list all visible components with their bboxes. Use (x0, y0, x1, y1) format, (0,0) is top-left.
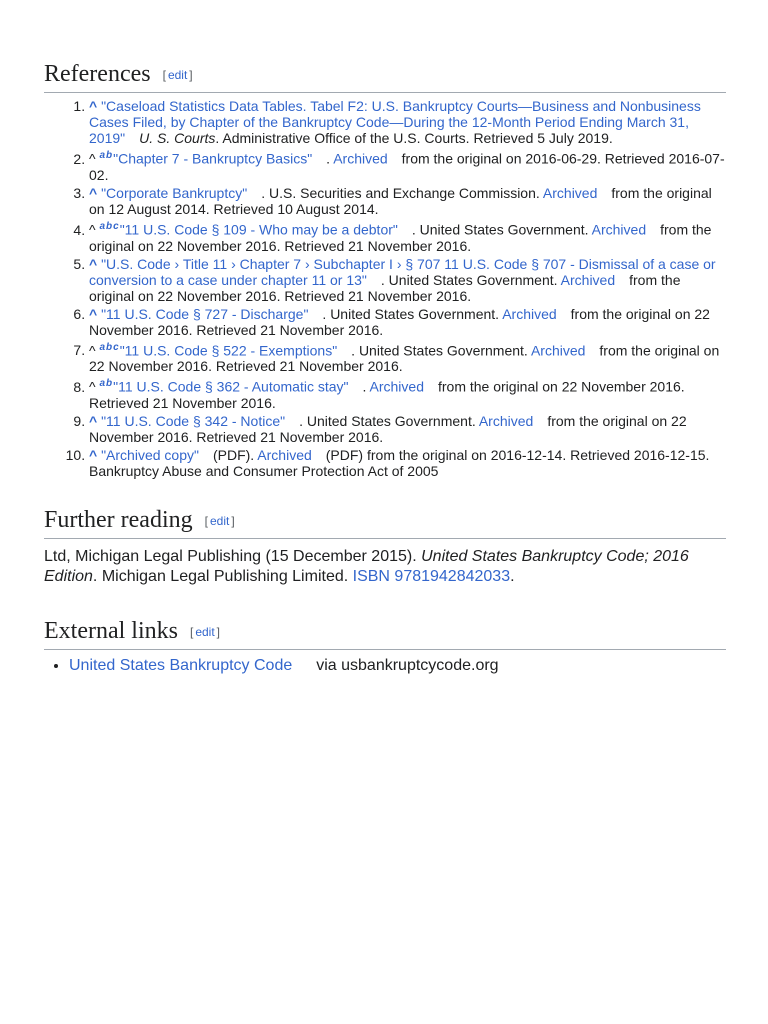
reference-title-link[interactable]: "11 U.S. Code § 727 - Discharge" (101, 305, 309, 322)
edit-link-references[interactable]: edit (167, 68, 188, 83)
reference-item: 1. ^ "Caseload Statistics Data Tables. Tabel F2: U.S. Bankruptcy Courts—Business and Nonbusiness Cases Filed, by Chapter of the Bankruptcy Code—During the 12-Month Period Ending March 31, 2019" U. S. Courts. Administrative Office of the U.S. Courts. Retrieved 5 July 2019. (89, 98, 726, 146)
references-heading: References [ edit ] (44, 60, 726, 93)
reference-item: 7. ^ $^{abc}$"11 U.S. Code § 522 - Exemptions" . United States Government. Archived from the original on 22 November 2016. Retrieved 21 November 2016. (89, 340, 726, 375)
external-links-list (44, 656, 726, 676)
archived-link[interactable]: Archived (542, 185, 598, 202)
further-reading-citation: Ltd, Michigan Legal Publishing (15 December 2015). United States Bankruptcy Code; 2016 Edition. Michigan Legal Publishing Limited. ISBN 9781942842033. (44, 548, 689, 586)
backlink-caret[interactable]: ^ (89, 413, 98, 430)
archived-link[interactable]: Archived (591, 221, 647, 238)
references-section (44, 60, 726, 481)
backlink-letter[interactable]: c (113, 341, 119, 353)
external-links-heading: External links [ edit ] (44, 617, 726, 650)
edit-link-external-links[interactable]: edit (195, 625, 215, 640)
reference-title-link[interactable]: "U.S. Code › Title 11 › Chapter 7 › Subchapter I › § 707 11 U.S. Code § 707 - Dismissal of a case or conversion to a case under chapter 11 or 13" (89, 255, 716, 288)
reference-item: 8. ^ $^{ab}$"11 U.S. Code § 362 - Automatic stay" . Archived from the original on 22 November 2016. Retrieved 21 November 2016. (89, 376, 726, 411)
reference-title-link[interactable]: "11 U.S. Code § 362 - Automatic stay" (113, 379, 349, 396)
backlink-caret[interactable]: ^ (89, 185, 98, 202)
backlink-letter[interactable]: b (106, 150, 113, 162)
archived-link[interactable]: Archived (257, 447, 312, 464)
list-item: • United States Bankruptcy Code via usbankruptcycode.org (69, 656, 726, 676)
edit-link-further-reading[interactable]: edit (209, 514, 230, 529)
backlink-letter[interactable]: a (99, 150, 106, 162)
reference-item: 4. ^ $^{abc}$"11 U.S. Code § 109 - Who may be a debtor" . United States Government. Archived from the original on 22 November 2016. Retrieved 21 November 2016. (89, 219, 726, 254)
reference-item: 6. ^ "11 U.S. Code § 727 - Discharge" . United States Government. Archived from the original on 22 November 2016. Retrieved 21 November 2016. (89, 306, 726, 338)
reference-title-link[interactable]: "11 U.S. Code § 342 - Notice" (101, 413, 286, 430)
reference-item: 2. ^ $^{ab}$"Chapter 7 - Bankruptcy Basics" . Archived from the original on 2016-06-29. Retrieved 2016-07-02. (89, 148, 726, 183)
reference-item: 5. ^ "U.S. Code › Title 11 › Chapter 7 › Subchapter I › § 707 11 U.S. Code § 707 - Dismissal of a case or conversion to a case under chapter 11 or 13" . United States Government. Archived from the original on 22 November 2016. Retrieved 21 November 2016. (89, 256, 726, 304)
edit-section: [ edit ] (189, 625, 221, 640)
backlink-letter[interactable]: c (113, 221, 119, 233)
backlink-caret[interactable]: ^ (89, 98, 98, 115)
backlink-caret[interactable]: ^ (89, 255, 98, 272)
archived-link[interactable]: Archived (530, 342, 586, 359)
archived-link[interactable]: Archived (369, 379, 424, 396)
backlink-letter[interactable]: a (99, 378, 106, 390)
reference-title-link[interactable]: "Corporate Bankruptcy" (101, 185, 248, 202)
backlink-letter[interactable]: a (99, 341, 106, 353)
reference-title-link[interactable]: "Chapter 7 - Bankruptcy Basics" (113, 151, 313, 168)
backlink-letter[interactable]: b (106, 341, 113, 353)
reference-item: 9. ^ "11 U.S. Code § 342 - Notice" . United States Government. Archived from the original on 22 November 2016. Retrieved 21 November 2016. (89, 413, 726, 445)
archived-link[interactable]: Archived (478, 413, 534, 430)
backlink-caret: ^ (89, 342, 96, 359)
reference-work: U. S. Courts (139, 130, 216, 147)
reference-item: 3. ^ "Corporate Bankruptcy" . U.S. Securities and Exchange Commission. Archived from the original on 12 August 2014. Retrieved 10 August 2014. (89, 185, 726, 217)
archived-link[interactable]: Archived (333, 151, 388, 168)
references-list (44, 98, 726, 479)
further-reading-heading: Further reading [ edit ] (44, 506, 726, 539)
reference-item: 10. ^ "Archived copy" (PDF). Archived (PDF) from the original on 2016-12-14. Retrieved 2016-12-15. Bankruptcy Abuse and Consumer Protection Act of 2005 (89, 447, 726, 479)
backlink-letter[interactable]: b (106, 221, 113, 233)
backlink-caret: ^ (89, 221, 96, 238)
isbn-link[interactable]: ISBN 9781942842033 (352, 568, 511, 586)
archived-link[interactable]: Archived (560, 271, 616, 288)
backlink-caret: ^ (89, 379, 96, 396)
backlink-caret[interactable]: ^ (89, 447, 98, 464)
edit-section: [ edit ] (162, 68, 193, 83)
external-link[interactable]: United States Bankruptcy Code (69, 657, 293, 675)
reference-title-link[interactable]: "11 U.S. Code § 522 - Exemptions" (119, 342, 338, 359)
reference-title-link[interactable]: "11 U.S. Code § 109 - Who may be a debtor" (119, 221, 398, 238)
archived-link[interactable]: Archived (502, 305, 557, 322)
backlink-caret[interactable]: ^ (89, 305, 98, 322)
reference-title-link[interactable]: "Caseload Statistics Data Tables. Tabel F2: U.S. Bankruptcy Courts—Business and Nonbusiness Cases Filed, by Chapter of the Bankruptcy Code—During the 12-Month Period Ending March 31, 2019" (89, 98, 701, 147)
backlink-letter[interactable]: a (99, 221, 106, 233)
backlink-caret: ^ (89, 151, 96, 168)
reference-title-link[interactable]: "Archived copy" (101, 447, 199, 464)
edit-section: [ edit ] (204, 514, 235, 529)
backlink-letter[interactable]: b (106, 378, 113, 390)
further-reading-section (44, 506, 726, 587)
external-links-section (44, 617, 726, 676)
